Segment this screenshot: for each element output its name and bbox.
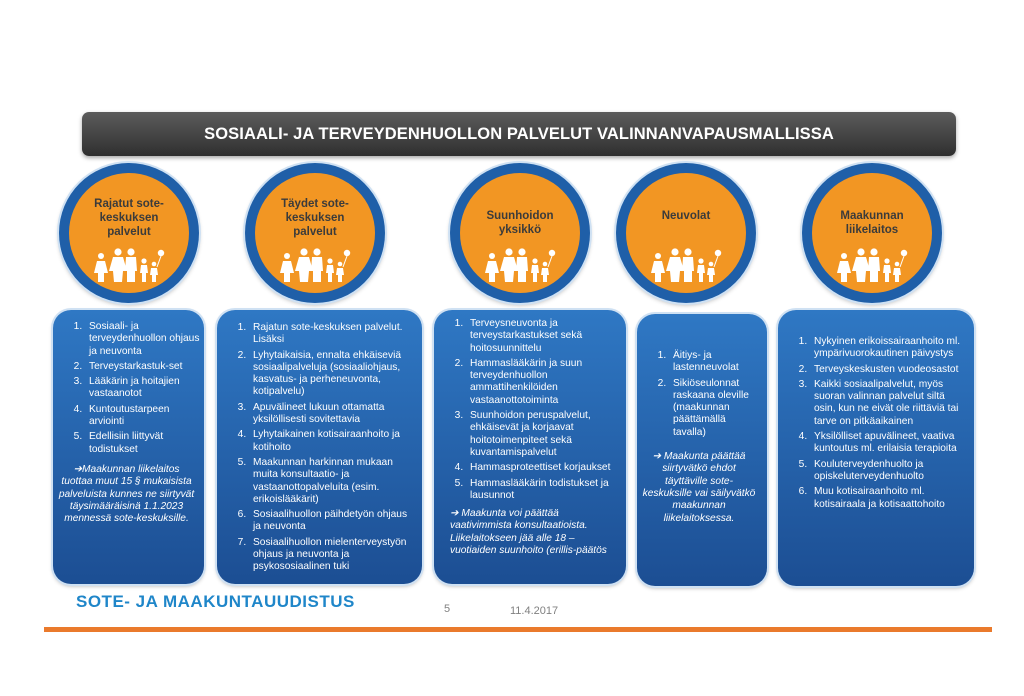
services-box-taydet xyxy=(217,310,422,584)
circle-neuvolat xyxy=(616,163,756,303)
family-icon xyxy=(91,247,167,283)
circle-rajatut xyxy=(59,163,199,303)
footer-divider xyxy=(44,627,992,632)
list-item: 1. Äitiys- ja lastenneuvolat xyxy=(669,350,761,375)
list-item: 2. Terveystarkastuk-set xyxy=(85,361,200,373)
circle-label: Rajatut sote-keskuksen palvelut xyxy=(94,198,164,238)
list-item: 3. Kaikki sosiaalipalvelut, myös suoran valinnan palvelut siltä osin, kun ne eivät ole riittäviä tai tarve on pitkäaikainen xyxy=(810,379,966,428)
circle-label: Täydet sote-keskuksen palvelut xyxy=(281,198,349,238)
circle-taydet xyxy=(245,163,385,303)
list-item: 1. Rajatun sote-keskuksen palvelut. Lisäksi xyxy=(249,322,416,347)
services-box-neuvolat xyxy=(637,314,767,586)
list-item: 1. Terveysneuvonta ja terveystarkastukset sekä hoitosuunnittelu xyxy=(466,318,620,355)
circle-label: Suunhoidon yksikkö xyxy=(486,210,554,236)
service-list xyxy=(434,318,620,502)
page-number: 5 xyxy=(444,603,451,615)
footer-brand: SOTE- JA MAAKUNTAUUDISTUS xyxy=(76,592,355,611)
list-item: 2. Hammaslääkärin ja suun terveydenhuollon ammattihenkilöiden vastaanottotoiminta xyxy=(466,358,620,407)
list-item: 6. Sosiaalihuollon päihdetyön ohjaus ja neuvonta xyxy=(249,509,416,534)
family-icon xyxy=(834,247,910,283)
services-box-suunhoito xyxy=(434,310,626,584)
list-item: 4. Yksilölliset apuvälineet, vaativa kuntoutus ml. erilaisia terapioita xyxy=(810,431,966,456)
list-item: 1. Nykyinen erikoissairaanhoito ml. ympärivuorokautinen päivystys xyxy=(810,336,966,361)
list-item: 2. Terveyskeskusten vuodeosastot xyxy=(810,364,966,376)
service-list xyxy=(778,336,966,511)
note-text: ➔ Maakunta voi päättää vaativimmista konsultaatioista. Liikelaitokseen jää alle 18 –vuotiaiden suunhoito (erillis-päätös xyxy=(450,508,607,557)
list-item: 5. Edellisiin liittyvät todistukset xyxy=(85,431,200,456)
footer-date: 11.4.2017 xyxy=(510,605,559,617)
circle-liikelaitos xyxy=(802,163,942,303)
list-item: 4. Hammasproteettiset korjaukset xyxy=(466,462,620,474)
service-list xyxy=(217,322,416,574)
list-item: 7. Sosiaalihuollon mielenterveystyön ohjaus ja neuvonta ja psykososiaalinen tuki xyxy=(249,537,416,574)
list-item: 3. Apuvälineet lukuun ottamatta yksilöllisesti sovitettavia xyxy=(249,402,416,427)
list-item: 3. Lääkärin ja hoitajien vastaanotot xyxy=(85,376,200,401)
circle-suunhoito xyxy=(450,163,590,303)
circle-label: Maakunnan liikelaitos xyxy=(840,210,904,236)
list-item: 3. Suunhoidon peruspalvelut, ehkäisevät ja korjaavat hoitotoimenpiteet sekä kuvantamispalvelut xyxy=(466,410,620,459)
list-item: 5. Maakunnan harkinnan mukaan muita konsultaatio- ja vastaanottopalveluita (esim. erikoislääkärit) xyxy=(249,457,416,506)
list-item: 2. Sikiöseulonnat raskaana oleville (maakunnan päättämällä tavalla) xyxy=(669,378,761,439)
list-item: 5. Hammaslääkärin todistukset ja lausunnot xyxy=(466,478,620,503)
slide-title: SOSIAALI- JA TERVEYDENHUOLLON PALVELUT VALINNANVAPAUSMALLISSA xyxy=(82,112,956,156)
list-item: 6. Muu kotisairaanhoito ml. kotisairaala ja kotisaattohoito xyxy=(810,486,966,511)
list-item: 4. Kuntoutustarpeen arviointi xyxy=(85,404,200,429)
family-icon xyxy=(277,247,353,283)
family-icon xyxy=(648,247,724,283)
note-text: ➔Maakunnan liikelaitos tuottaa muut 15 § mukaisista palveluista kunnes ne siirtyvät täysimääräisinä 1.1.2023 mennessä sote-keskuksille. xyxy=(58,463,195,525)
list-item: 2. Lyhytaikaisia, ennalta ehkäiseviä sosiaalipalveluja (sosiaaliohjaus, kasvatus- ja perheneuvonta, kotipalvelu) xyxy=(249,350,416,399)
list-item: 4. Lyhytaikainen kotisairaanhoito ja kotihoito xyxy=(249,429,416,454)
circle-label: Neuvolat xyxy=(661,210,711,222)
list-item: 1. Sosiaali- ja terveydenhuollon ohjaus ja neuvonta xyxy=(85,321,200,358)
list-item: 5. Kouluterveydenhuolto ja opiskeluterveydenhuolto xyxy=(810,459,966,484)
note-text: ➔ Maakunta päättää siirtyvätkö ehdot täyttäville sote-keskuksille vai säilyvätkö maakunnan liikelaitoksessa. xyxy=(642,451,756,524)
service-list xyxy=(53,321,200,456)
service-list xyxy=(637,350,761,439)
family-icon xyxy=(482,247,558,283)
services-box-liikelaitos xyxy=(778,310,974,586)
services-box-rajatut xyxy=(53,310,204,584)
